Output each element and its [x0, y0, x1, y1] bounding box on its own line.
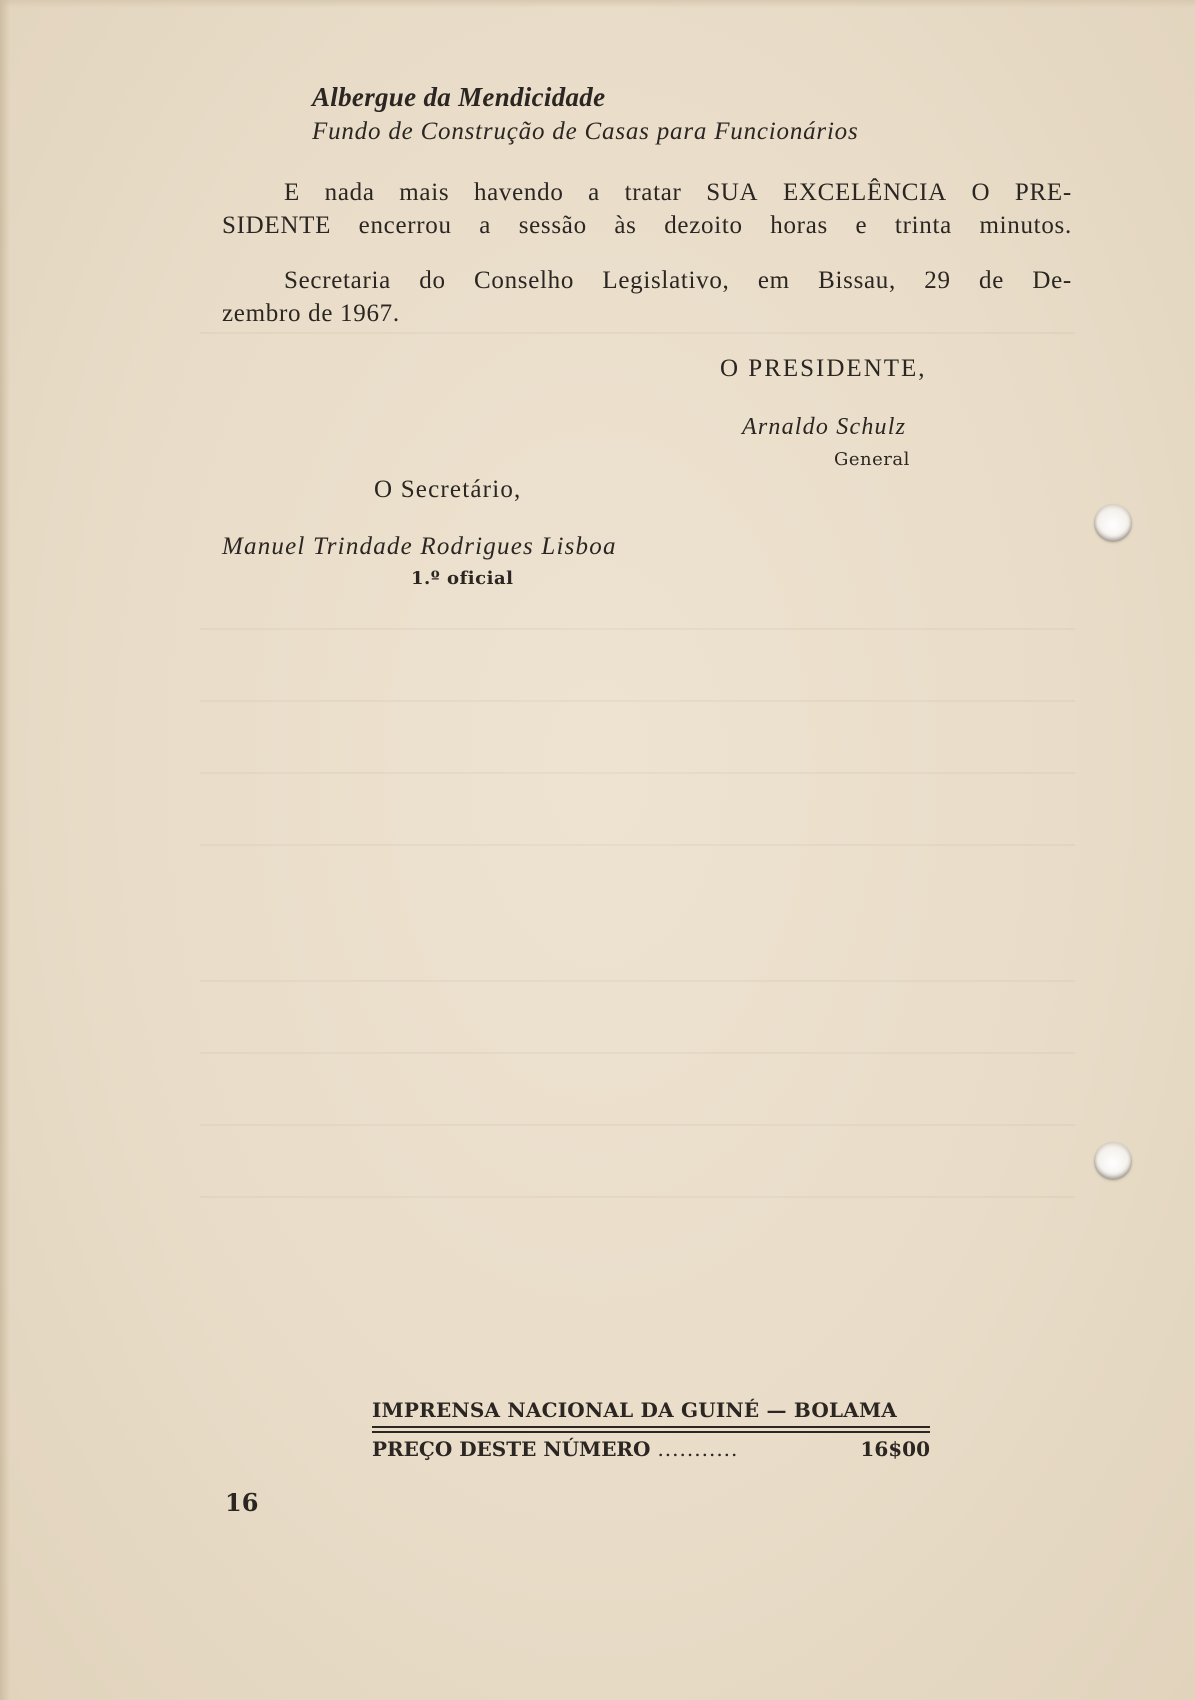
word: nada — [324, 179, 375, 206]
publisher-line: IMPRENSA NACIONAL DA GUINÉ — BOLAMA — [372, 1398, 930, 1428]
word: do — [419, 267, 446, 294]
word: em — [757, 267, 790, 294]
word: E — [284, 179, 300, 206]
word: De- — [1032, 267, 1072, 294]
word: mais — [399, 179, 450, 206]
president-title: General — [834, 449, 910, 470]
word: trinta — [894, 212, 952, 239]
secretary-label: O Secretário, — [374, 476, 522, 503]
president-signature-name: Arnaldo Schulz — [742, 414, 907, 440]
fund-title: Albergue da Mendicidade — [312, 82, 606, 112]
word: sessão — [518, 212, 587, 239]
president-label: O PRESIDENTE, — [720, 355, 927, 382]
bleed-through-line — [200, 700, 1075, 702]
word: SUA — [706, 179, 759, 206]
word: minutos. — [979, 212, 1072, 239]
page-left-edge — [0, 0, 10, 1700]
bleed-through-line — [200, 1124, 1075, 1126]
closing-paragraph-line-1 — [222, 176, 1072, 209]
imprint-rule — [372, 1431, 930, 1433]
page-number: 16 — [225, 1488, 259, 1517]
date-paragraph-line-1 — [222, 264, 1072, 297]
word: havendo — [473, 179, 564, 206]
imprint-block — [372, 1398, 930, 1461]
word: 29 — [924, 267, 951, 294]
bleed-through-line — [200, 1052, 1075, 1054]
bleed-through-line — [200, 332, 1075, 334]
word: às — [614, 212, 637, 239]
secretary-signature-name: Manuel Trindade Rodrigues Lisboa — [222, 533, 617, 560]
bleed-through-line — [200, 1196, 1075, 1198]
secretary-title: 1.º oficial — [411, 568, 514, 589]
closing-paragraph-line-2 — [222, 209, 1072, 242]
date-paragraph-line-2 — [222, 297, 1072, 330]
word: dezoito — [664, 212, 743, 239]
page-top-edge — [0, 0, 1195, 8]
punch-hole-icon — [1094, 1142, 1132, 1180]
word: Secretaria — [284, 267, 391, 294]
word: Legislativo, — [602, 267, 730, 294]
fund-subtitle: Fundo de Construção de Casas para Funcionários — [312, 118, 859, 145]
word: Bissau, — [818, 267, 896, 294]
bleed-through-line — [200, 628, 1075, 630]
date-paragraph — [222, 264, 1072, 330]
punch-hole-icon — [1094, 504, 1132, 542]
price-label — [372, 1437, 738, 1461]
word: e — [855, 212, 868, 239]
word: a — [588, 179, 600, 206]
word: SIDENTE — [222, 212, 332, 239]
bleed-through-line — [200, 980, 1075, 982]
word: de — [979, 267, 1005, 294]
word: Conselho — [474, 267, 575, 294]
price-leader-dots: ........... — [657, 1437, 739, 1461]
word: a — [479, 212, 492, 239]
word: horas — [770, 212, 828, 239]
bleed-through-line — [200, 772, 1075, 774]
word: PRE- — [1014, 179, 1072, 206]
closing-paragraph — [222, 176, 1072, 242]
word: tratar — [624, 179, 682, 206]
word: encerrou — [358, 212, 452, 239]
bleed-through-line — [200, 844, 1075, 846]
price-label-text: PREÇO DESTE NÚMERO — [372, 1437, 651, 1461]
date-text: zembro de 1967. — [222, 300, 400, 327]
word: EXCELÊNCIA — [782, 179, 947, 206]
price-row — [372, 1437, 930, 1461]
word: O — [971, 179, 991, 206]
price-value: 16$00 — [860, 1437, 930, 1461]
